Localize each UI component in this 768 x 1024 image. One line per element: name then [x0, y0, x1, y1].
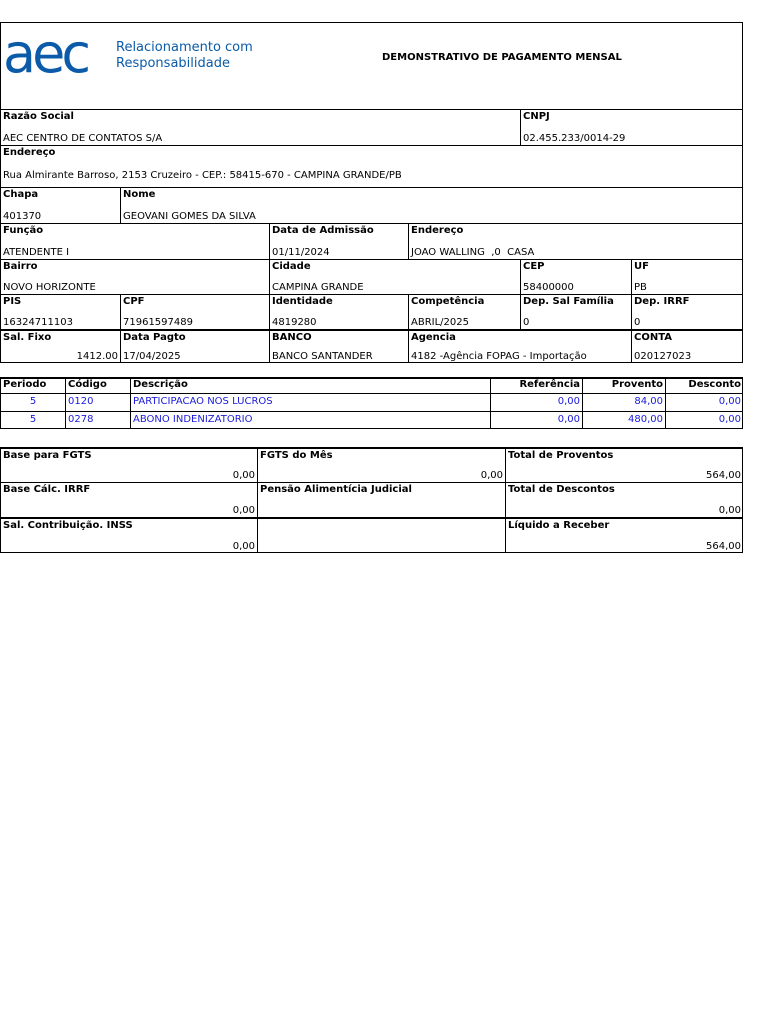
uf-value: PB: [634, 282, 647, 293]
table-row-2-provento: [582, 411, 665, 429]
cep-cell: [520, 259, 631, 294]
base-irrf-value: 0,00: [232, 505, 255, 516]
banco-value: BANCO SANTANDER: [272, 351, 373, 362]
admissao-label: Data de Admissão: [272, 225, 374, 236]
razao-social-value: AEC CENTRO DE CONTATOS S/A: [3, 133, 163, 144]
provento-value: 480,00: [628, 414, 663, 425]
referencia-header-text: Referência: [519, 379, 580, 390]
col-codigo-header: [65, 377, 130, 393]
conta-label: CONTA: [634, 332, 672, 343]
empty-cell: [257, 517, 505, 553]
table-row-2-referencia: [490, 411, 582, 429]
provento-value: 84,00: [634, 396, 663, 407]
pensao-label: Pensão Alimentícia Judicial: [260, 484, 412, 495]
pis-value: 16324711103: [3, 317, 73, 328]
nome-value: GEOVANI GOMES DA SILVA: [123, 211, 256, 222]
logo-tagline-2: Responsabilidade: [116, 56, 230, 71]
pis-label: PIS: [3, 296, 22, 307]
bairro-cell: [0, 259, 269, 294]
periodo-header-text: Periodo: [3, 379, 47, 390]
descricao-value: ABONO INDENIZATORIO: [133, 414, 253, 425]
descricao-value: PARTICIPACAO NOS LUCROS: [133, 396, 273, 407]
total-proventos-cell: [505, 447, 743, 482]
data-pagto-value: 17/04/2025: [123, 351, 181, 362]
agencia-value: 4182 -Agência FOPAG - Importação: [411, 351, 587, 362]
employee-address-label: Endereço: [411, 225, 464, 236]
uf-label: UF: [634, 261, 649, 272]
employee-address-cell: [408, 223, 743, 259]
logo-wordmark: aec: [3, 22, 88, 85]
referencia-value: 0,00: [557, 414, 580, 425]
cpf-cell: [120, 294, 269, 329]
table-row-2-desconto: [665, 411, 743, 429]
agencia-label: Agencia: [411, 332, 456, 343]
cpf-value: 71961597489: [123, 317, 193, 328]
table-row-1-codigo: [65, 393, 130, 411]
base-irrf-label: Base Cálc. IRRF: [3, 484, 91, 495]
totals-grid: [0, 447, 743, 553]
nome-label: Nome: [123, 189, 156, 200]
identidade-cell: [269, 294, 408, 329]
cep-label: CEP: [523, 261, 545, 272]
table-row-2-descricao: [130, 411, 490, 429]
table-row-1-referencia: [490, 393, 582, 411]
document-title: DEMONSTRATIVO DE PAGAMENTO MENSAL: [382, 52, 622, 63]
chapa-label: Chapa: [3, 189, 39, 200]
total-descontos-value: 0,00: [718, 505, 741, 516]
table-row-2-periodo: [0, 411, 65, 429]
logo-tagline-1: Relacionamento com: [116, 40, 253, 55]
dep-irrf-cell: [631, 294, 743, 329]
banco-label: BANCO: [272, 332, 312, 343]
data-pagto-label: Data Pagto: [123, 332, 186, 343]
cnpj-cell: [520, 109, 743, 145]
table-row-1-periodo: [0, 393, 65, 411]
codigo-value: 0120: [68, 396, 94, 407]
dep-irrf-label: Dep. IRRF: [634, 296, 690, 307]
bairro-value: NOVO HORIZONTE: [3, 282, 96, 293]
dep-sal-familia-label: Dep. Sal Família: [523, 296, 614, 307]
pensao-cell: [257, 482, 505, 517]
col-referencia-header: [490, 377, 582, 393]
provento-header-text: Provento: [611, 379, 663, 390]
header-box: [0, 22, 743, 110]
razao-social-label: Razão Social: [3, 111, 74, 122]
funcao-cell: [0, 223, 269, 259]
bairro-label: Bairro: [3, 261, 38, 272]
banco-cell: [269, 329, 408, 363]
conta-cell: [631, 329, 743, 363]
dep-irrf-value: 0: [634, 317, 641, 328]
sal-fixo-cell: [0, 329, 120, 363]
dep-sal-familia-value: 0: [523, 317, 530, 328]
table-row-2-codigo: [65, 411, 130, 429]
liquido-label: Líquido a Receber: [508, 520, 610, 531]
admissao-value: 01/11/2024: [272, 247, 330, 258]
company-address-cell: [0, 145, 743, 187]
pis-cell: [0, 294, 120, 329]
company-address-label: Endereço: [3, 147, 56, 158]
cidade-cell: [269, 259, 520, 294]
sal-inss-value: 0,00: [232, 541, 255, 552]
funcao-label: Função: [3, 225, 44, 236]
sal-inss-label: Sal. Contribuição. INSS: [3, 520, 133, 531]
cnpj-label: CNPJ: [523, 111, 550, 122]
cnpj-value: 02.455.233/0014-29: [523, 133, 626, 144]
table-row-1-desconto: [665, 393, 743, 411]
dep-sal-familia-cell: [520, 294, 631, 329]
col-provento-header: [582, 377, 665, 393]
desconto-value: 0,00: [718, 396, 741, 407]
base-fgts-cell: [0, 447, 257, 482]
uf-cell: [631, 259, 743, 294]
agencia-cell: [408, 329, 631, 363]
desconto-header-text: Desconto: [688, 379, 741, 390]
chapa-cell: [0, 187, 120, 223]
descricao-header-text: Descrição: [133, 379, 188, 390]
codigo-value: 0278: [68, 414, 94, 425]
conta-value: 020127023: [634, 351, 692, 362]
col-periodo-header: [0, 377, 65, 393]
col-desconto-header: [665, 377, 743, 393]
col-descricao-header: [130, 377, 490, 393]
codigo-header-text: Código: [68, 379, 107, 390]
base-irrf-cell: [0, 482, 257, 517]
nome-cell: [120, 187, 743, 223]
cep-value: 58400000: [523, 282, 574, 293]
sal-fixo-label: Sal. Fixo: [3, 332, 52, 343]
company-logo: [3, 22, 113, 85]
fgts-mes-cell: [257, 447, 505, 482]
sal-inss-cell: [0, 517, 257, 553]
base-fgts-label: Base para FGTS: [3, 450, 92, 461]
admissao-cell: [269, 223, 408, 259]
desconto-value: 0,00: [718, 414, 741, 425]
competencia-value: ABRIL/2025: [411, 317, 469, 328]
fgts-mes-label: FGTS do Mês: [260, 450, 333, 461]
periodo-value: 5: [29, 414, 37, 425]
total-descontos-cell: [505, 482, 743, 517]
table-row-1-descricao: [130, 393, 490, 411]
table-row-1-provento: [582, 393, 665, 411]
total-proventos-label: Total de Proventos: [508, 450, 614, 461]
periodo-value: 5: [29, 396, 37, 407]
cidade-value: CAMPINA GRANDE: [272, 282, 364, 293]
competencia-cell: [408, 294, 520, 329]
razao-social-cell: [0, 109, 520, 145]
employee-address-value: JOAO WALLING ,0 CASA: [411, 247, 535, 258]
competencia-label: Competência: [411, 296, 485, 307]
identidade-value: 4819280: [272, 317, 317, 328]
cidade-label: Cidade: [272, 261, 311, 272]
chapa-value: 401370: [3, 211, 42, 222]
referencia-value: 0,00: [557, 396, 580, 407]
liquido-cell: [505, 517, 743, 553]
total-proventos-value: 564,00: [706, 470, 741, 481]
total-descontos-label: Total de Descontos: [508, 484, 615, 495]
data-pagto-cell: [120, 329, 269, 363]
sal-fixo-value: 1412.00: [76, 351, 118, 362]
cpf-label: CPF: [123, 296, 145, 307]
info-grid: [0, 109, 743, 363]
liquido-value: 564,00: [706, 541, 741, 552]
fgts-mes-value: 0,00: [480, 470, 503, 481]
company-address-value: Rua Almirante Barroso, 2153 Cruzeiro - CEP.: 58415-670 - CAMPINA GRANDE/PB: [3, 170, 402, 181]
funcao-value: ATENDENTE I: [3, 247, 70, 258]
items-table: [0, 377, 743, 429]
base-fgts-value: 0,00: [232, 470, 255, 481]
identidade-label: Identidade: [272, 296, 333, 307]
